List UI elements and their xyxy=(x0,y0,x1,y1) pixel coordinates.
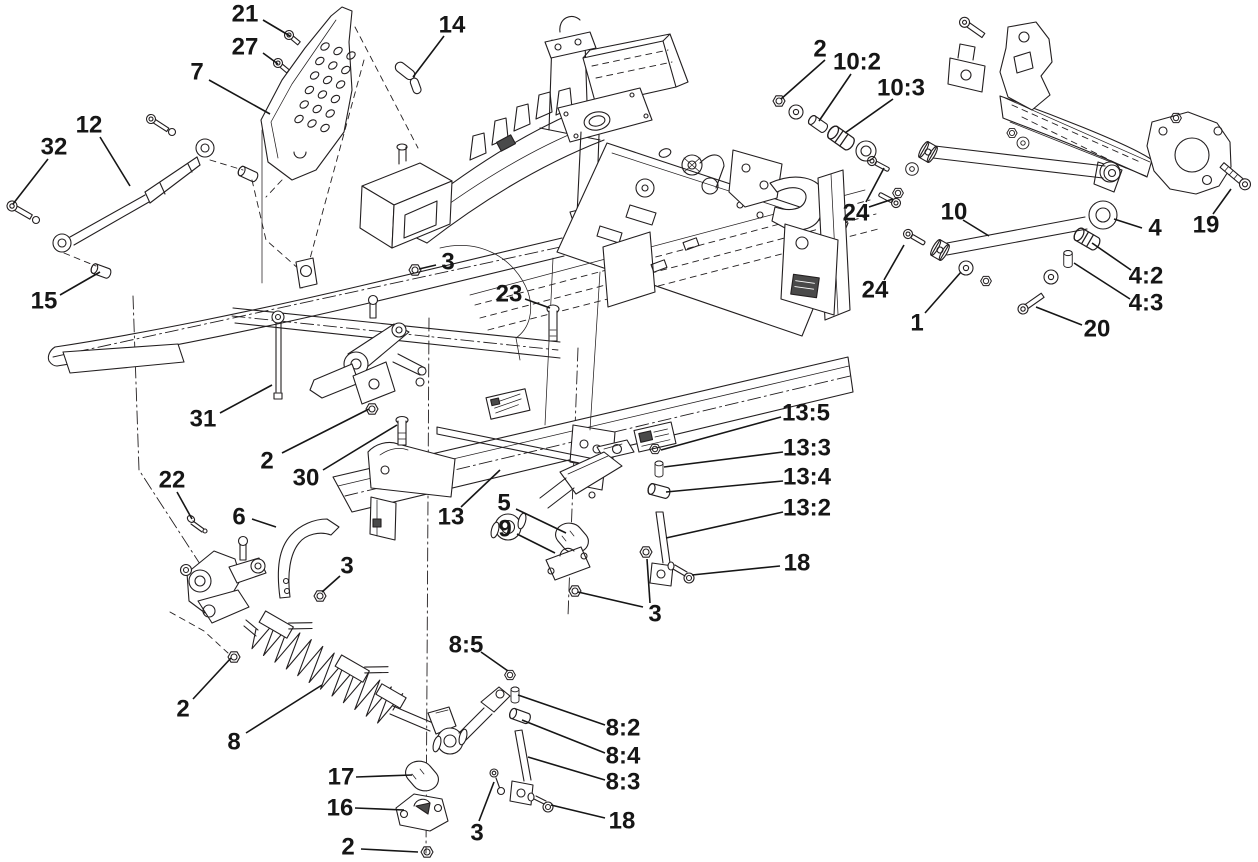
part-number-label: 13:5 xyxy=(781,399,831,427)
leader-line xyxy=(692,566,780,575)
link-eye xyxy=(917,140,939,163)
stabilizer-bar xyxy=(48,238,565,373)
nut-2 xyxy=(228,652,240,662)
callout-3 xyxy=(419,249,455,276)
washer xyxy=(906,163,919,176)
callout-21 xyxy=(232,1,290,37)
leader-line xyxy=(193,658,231,699)
part-number-label: 4 xyxy=(1148,214,1162,242)
callout-31 xyxy=(190,385,272,433)
bushing xyxy=(237,165,259,183)
part-number-label: 8:2 xyxy=(605,714,641,742)
bolt-3 xyxy=(490,769,505,795)
leader-line xyxy=(356,775,412,777)
callout-7 xyxy=(190,59,270,115)
callout-13-2 xyxy=(666,495,831,539)
part-number-label: 18 xyxy=(608,807,636,835)
callout-19 xyxy=(1193,189,1231,239)
leader-line xyxy=(664,452,783,467)
callout-10-3 xyxy=(845,75,925,134)
leader-line xyxy=(177,492,192,519)
part-number-label: 8:3 xyxy=(605,768,641,796)
bracket-6 xyxy=(278,519,339,598)
leader-line xyxy=(884,245,904,280)
part-number-label: 13:4 xyxy=(782,463,832,491)
washer xyxy=(1017,137,1029,149)
part-number-label: 2 xyxy=(260,447,274,475)
callout-18 xyxy=(692,550,810,577)
part-number-label: 15 xyxy=(30,287,58,315)
grip-14 xyxy=(393,60,422,95)
callout-10-2 xyxy=(819,49,881,122)
leader-line xyxy=(1092,243,1131,270)
callout-16 xyxy=(327,795,404,822)
leader-line xyxy=(1213,189,1231,214)
left-box xyxy=(360,144,452,248)
part-number-label: 4:2 xyxy=(1128,262,1164,290)
callout-18 xyxy=(551,805,635,835)
callout-3 xyxy=(578,559,662,628)
callout-2 xyxy=(176,658,231,723)
callout-4 xyxy=(1114,215,1162,242)
callout-1 xyxy=(910,272,961,337)
leader-line xyxy=(551,805,605,818)
part-number-label: 10:3 xyxy=(876,74,926,102)
callout-15 xyxy=(31,272,100,315)
callout-4-2 xyxy=(1092,243,1163,290)
leader-line xyxy=(517,534,555,553)
callout-22 xyxy=(159,467,192,520)
part-number-label: 21 xyxy=(231,0,259,28)
bolt-24 xyxy=(866,155,891,174)
axle-support-casting xyxy=(948,15,1231,194)
part-number-label: 13 xyxy=(437,503,465,531)
leader-line xyxy=(528,757,605,780)
part-number-label: 2 xyxy=(813,35,827,63)
leader-line xyxy=(845,99,893,133)
leader-line xyxy=(100,137,130,186)
nut-3 xyxy=(569,586,581,596)
part-number-label: 27 xyxy=(231,33,259,61)
bushing-4-2 xyxy=(1072,226,1102,251)
part-number-label: 22 xyxy=(158,466,186,494)
spacer-8-2 xyxy=(511,687,519,703)
bolt-32 xyxy=(5,199,33,221)
part-number-label: 3 xyxy=(441,248,455,276)
part-number-label: 23 xyxy=(495,280,523,308)
leader-line xyxy=(361,849,418,852)
part-number-label: 9 xyxy=(498,515,512,543)
part-number-label: 2 xyxy=(176,695,190,723)
leader-line xyxy=(282,409,369,453)
nut-8-5 xyxy=(505,670,516,679)
jam-bolt xyxy=(145,113,170,134)
leader-line xyxy=(413,36,444,77)
callout-24 xyxy=(843,168,893,227)
callout-24 xyxy=(862,245,904,304)
nut xyxy=(981,276,992,285)
leader-line xyxy=(252,519,276,527)
nut-3 xyxy=(409,265,421,275)
nut-3 xyxy=(314,591,326,601)
part-number-label: 8:4 xyxy=(605,742,641,770)
callout-8 xyxy=(227,685,322,756)
pin-22 xyxy=(186,514,207,533)
leader-line xyxy=(666,512,783,538)
part-number-label: 6 xyxy=(232,503,246,531)
callout-10 xyxy=(941,199,989,237)
nut-2 xyxy=(421,847,433,857)
part-number-label: 5 xyxy=(497,489,511,517)
callout-23 xyxy=(496,281,550,309)
nut xyxy=(1007,129,1017,138)
leader-line xyxy=(518,695,605,725)
leader-line xyxy=(781,60,825,99)
part-number-label: 13:2 xyxy=(782,494,832,522)
callout-12 xyxy=(76,112,130,187)
bushing-13-4 xyxy=(647,483,671,499)
part-number-label: 3 xyxy=(648,600,662,628)
bolt-top xyxy=(958,15,987,39)
part-number-label: 14 xyxy=(438,11,466,39)
leader-line xyxy=(522,720,605,753)
callout-6 xyxy=(232,504,276,531)
part-number-label: 3 xyxy=(340,552,354,580)
nut xyxy=(893,188,904,197)
leader-line xyxy=(263,20,290,36)
callout-27 xyxy=(232,34,278,65)
link-13-2 xyxy=(650,512,673,586)
part-number-label: 32 xyxy=(40,133,68,161)
part-number-label: 10 xyxy=(940,198,968,226)
part-number-label: 4:3 xyxy=(1128,289,1164,317)
bolt-21 xyxy=(283,29,302,47)
leader-line xyxy=(322,576,340,592)
washer xyxy=(789,105,803,119)
leader-line xyxy=(925,272,961,313)
part-number-label: 13:3 xyxy=(782,434,832,462)
leader-line xyxy=(13,159,48,204)
part-number-label: 1 xyxy=(910,309,924,337)
part-number-label: 31 xyxy=(189,405,217,433)
washer xyxy=(1044,270,1058,284)
leader-line xyxy=(666,481,783,492)
part-number-label: 8 xyxy=(227,728,241,756)
callout-9 xyxy=(498,516,555,554)
part-number-label: 24 xyxy=(842,199,870,227)
callout-2 xyxy=(341,834,418,861)
part-number-label: 20 xyxy=(1083,315,1111,343)
bolt-20 xyxy=(1016,291,1045,316)
part-number-label: 19 xyxy=(1192,211,1220,239)
link-eye xyxy=(929,238,951,261)
part-number-label: 18 xyxy=(783,549,811,577)
leader-line xyxy=(1036,307,1082,325)
callout-13-4 xyxy=(666,464,832,493)
spacer-10-2 xyxy=(807,114,829,134)
spacer-13-3 xyxy=(655,461,663,477)
part-number-label: 7 xyxy=(190,58,204,86)
part-number-label: 17 xyxy=(327,763,355,791)
part-number-label: 30 xyxy=(292,464,320,492)
bolt-23 xyxy=(547,305,559,341)
callout-3 xyxy=(322,553,354,593)
leader-line xyxy=(869,199,893,207)
leader-line xyxy=(647,559,650,603)
callout-13-3 xyxy=(664,435,831,468)
leader-line xyxy=(578,592,643,607)
callout-3 xyxy=(470,782,494,847)
callout-2 xyxy=(781,36,827,100)
leader-line xyxy=(479,782,494,821)
part-number-label: 3 xyxy=(470,819,484,847)
leader-line xyxy=(220,385,272,413)
bolt-27 xyxy=(272,57,291,75)
clamp-5 xyxy=(556,523,589,553)
leader-line xyxy=(209,80,270,114)
part-number-label: 24 xyxy=(861,276,889,304)
leader-line xyxy=(60,272,100,295)
bolt-24 xyxy=(902,228,927,248)
callout-32 xyxy=(13,134,67,205)
leader-line xyxy=(481,652,508,671)
spacer-4-3 xyxy=(1064,251,1073,268)
spring-8 xyxy=(252,619,403,723)
nut-3 xyxy=(640,547,652,557)
part-number-label: 12 xyxy=(75,111,103,139)
rail-fins xyxy=(470,88,572,160)
callout-20 xyxy=(1036,307,1110,343)
part-number-label: 8:5 xyxy=(448,631,484,659)
callout-8-2 xyxy=(518,695,640,742)
part-number-label: 16 xyxy=(326,794,354,822)
leader-line xyxy=(246,685,322,733)
part-number-label: 2 xyxy=(341,833,355,861)
callout-17 xyxy=(328,764,412,791)
callout-8-5 xyxy=(449,632,508,672)
leader-line xyxy=(819,74,851,121)
bolt-30 xyxy=(396,417,408,446)
part-number-label: 10:2 xyxy=(832,48,882,76)
leader-line xyxy=(1074,263,1130,299)
leader-line xyxy=(1114,219,1142,228)
clamp-17 xyxy=(406,761,439,791)
callout-14 xyxy=(413,12,466,78)
